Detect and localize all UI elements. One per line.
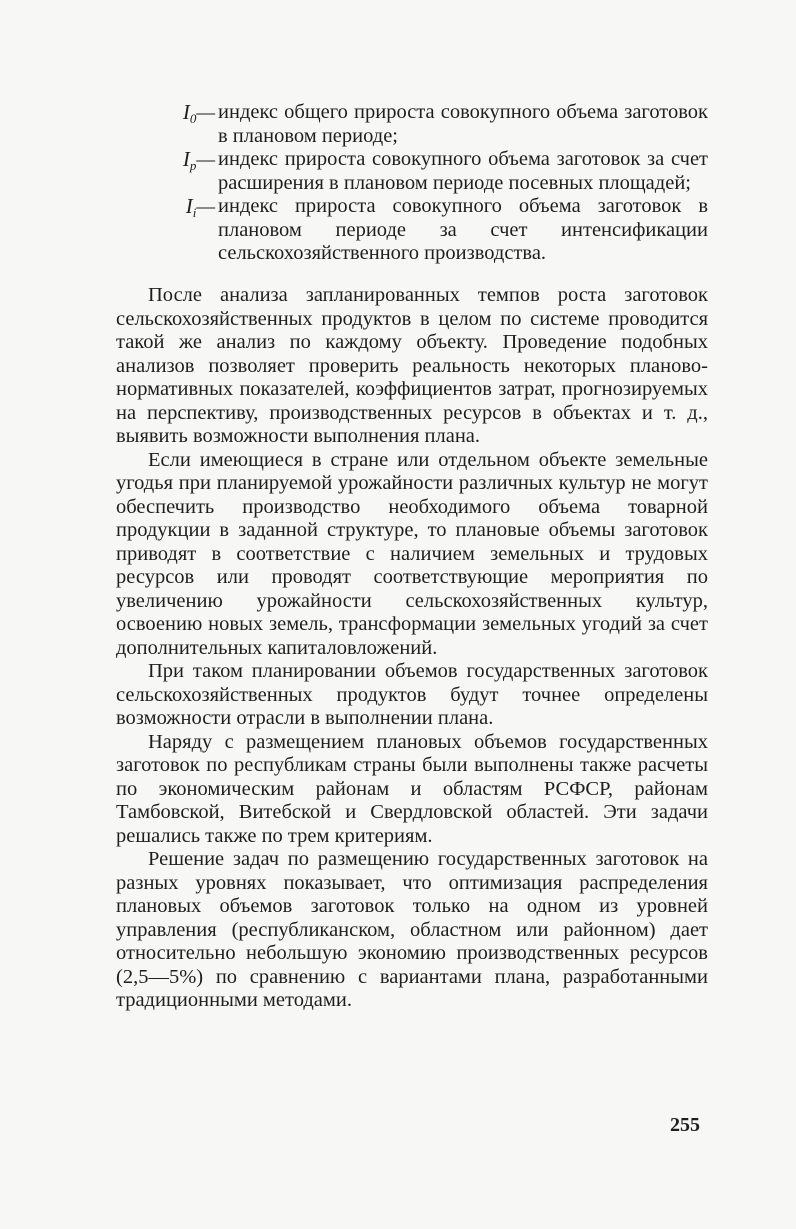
definition-item xyxy=(160,148,708,195)
definition-symbol: $I_i—$ xyxy=(185,194,215,220)
definition-list xyxy=(160,101,708,266)
definition-item xyxy=(160,195,708,266)
paragraph: Если имеющиеся в стране или отдельном объекте земельные угодья при планируемой урожайности различных культур не могут обеспечить производство необходимого объема товарной продукции в заданной структуре, то плановые объемы заготовок приводят в соответствие с наличием земельных и трудовых ресурсов или проводят соответствующие мероприятия по увеличению урожайности сельскохозяйственных культур, освоению новых земель, трансформации земельных угодий за счет дополнительных капиталовложений. xyxy=(116,448,708,659)
definition-symbol: $I_0—$ xyxy=(182,100,215,126)
paragraph: Решение задач по размещению государственных заготовок на разных уровнях показывает, что оптимизация распределения плановых объемов заготовок только на одном из уровней управления (республиканском, областном или районном) дает относительно небольшую экономию производственных ресурсов (2,5—5%) по сравнению с вариантами плана, разработанными традиционными методами. xyxy=(116,848,708,1011)
definition-text: индекс прироста совокупного объема заготовок за счет расширения в плановом периоде посевных площадей; xyxy=(218,148,708,194)
definition-symbol: $I_p—$ xyxy=(182,147,215,173)
paragraph: После анализа запланированных темпов роста заготовок сельскохозяйственных продуктов в целом по системе проводится такой же анализ по каждому объекту. Проведение подобных анализов позволяет проверить реальность некоторых планово-нормативных показателей, коэффициентов затрат, прогнозируемых на перспективу, производственных ресурсов в объектах и т. д., выявить возможности выполнения плана. xyxy=(116,284,708,447)
paragraph: При таком планировании объемов государственных заготовок сельскохозяйственных продуктов будут точнее определены возможности отрасли в выполнении плана. xyxy=(116,660,708,729)
definition-item xyxy=(160,101,708,148)
definition-text: индекс прироста совокупного объема заготовок в плановом периоде за счет интенсификации сельскохозяйственного производства. xyxy=(218,195,708,264)
paragraph: Наряду с размещением плановых объемов государственных заготовок по республикам страны были выполнены также расчеты по экономическим районам и областям РСФСР, районам Тамбовской, Витебской и Свердловской областей. Эти задачи решались также по трем критериям. xyxy=(116,730,708,847)
page-number: 255 xyxy=(670,1114,700,1136)
body-text xyxy=(116,284,708,1013)
definition-text: индекс общего прироста совокупного объема заготовок в плановом периоде; xyxy=(218,101,708,147)
